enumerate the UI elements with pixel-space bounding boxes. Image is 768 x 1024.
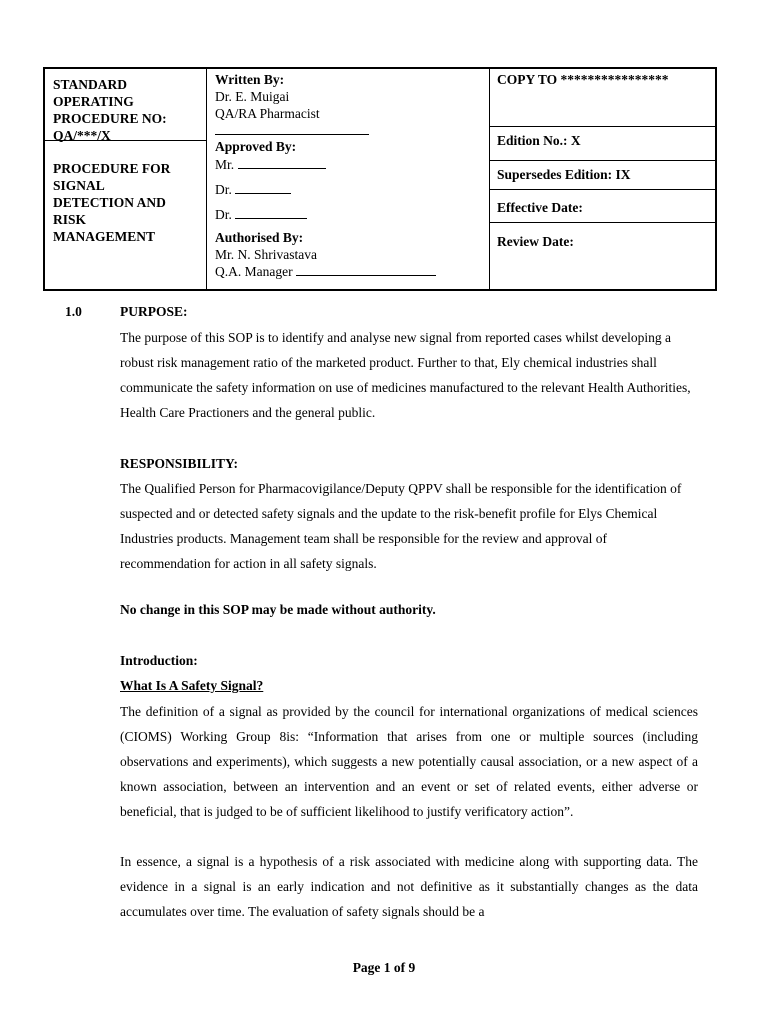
effective-date: Effective Date: [497,200,583,215]
sop-title-line: PROCEDURE NO: [53,111,167,126]
approved-mr-signature-line [238,156,326,169]
header-divider-1 [206,69,207,289]
purpose-section-number: 1.0 [65,304,82,319]
authorised-by-role: Q.A. Manager [215,264,293,279]
sop-title-line: OPERATING [53,94,134,109]
essence-paragraph: In essence, a signal is a hypothesis of a risk associated with medicine along with supporting data. The evidence in a signal is an early indication and not definitive as it substantially changes as the data accumulates over time. The evaluation of safety signals should be a [120,854,698,919]
safety-signal-heading: What Is A Safety Signal? [120,678,264,693]
approved-dr2-signature-line [235,206,307,219]
header-rule-r3 [489,189,715,190]
definition-paragraph: The definition of a signal as provided by the council for international organizations of medical sciences (CIOMS) Working Group 8is: “Information that arises from one or multiple sources (including observations and experiments), which suggests a new potentially causal association, or a new aspect of a known association, between an intervention and an event or set of related events, either adverse or beneficial, that is judged to be of sufficient likelihood to justify verificatory action”. [120,704,698,819]
sop-number-block [53,76,203,144]
approved-dr1-signature-line [235,181,291,194]
authorised-signature-line [296,263,436,276]
procedure-title-line: RISK [53,212,87,227]
sop-title-line: STANDARD [53,77,128,92]
written-by-label: Written By: [215,72,285,87]
no-change-note: No change in this SOP may be made without authority. [120,602,436,617]
approved-dr1-label: Dr. [215,182,232,197]
copy-to: COPY TO **************** [497,72,669,87]
procedure-title-line: SIGNAL [53,178,105,193]
approved-dr2-label: Dr. [215,207,232,222]
purpose-paragraph: The purpose of this SOP is to identify and analyse new signal from reported cases whilst developing a robust risk management ratio of the marketed product. Further to that, Ely chemical industries shall communicate the safety information on use of medicines manufactured to the relevant Health Authorities, Health Care Practioners and the general public. [120,330,691,420]
approved-mr-label: Mr. [215,157,235,172]
page-number: Page 1 of 9 [352,960,416,975]
sop-header-table [43,67,717,291]
procedure-title-line: DETECTION AND [53,195,166,210]
responsibility-paragraph: The Qualified Person for Pharmacovigilance/Deputy QPPV shall be responsible for the identification of suspected and or detected safety signals and the update to the risk-benefit profile for Elys Chemical Industries products. Management team shall be responsible for the review and approval of recommendation for action in all safety signals. [120,481,682,571]
authorised-by-label: Authorised By: [215,230,304,245]
authorised-by-name: Mr. N. Shrivastava [215,247,317,262]
header-rule-r2 [489,160,715,161]
introduction-heading: Introduction: [120,653,198,668]
written-by-name: Dr. E. Muigai [215,89,290,104]
responsibility-heading: RESPONSIBILITY: [120,456,239,471]
review-date: Review Date: [497,234,574,249]
signature-block [215,71,485,280]
sop-number: QA/***/X [53,128,111,143]
approved-by-label: Approved By: [215,139,297,154]
header-divider-2 [489,69,490,289]
supersedes-edition: Supersedes Edition: IX [497,167,631,182]
purpose-heading: PURPOSE: [120,304,188,319]
header-rule-r4 [489,222,715,223]
edition-number: Edition No.: X [497,133,581,148]
procedure-title-line: PROCEDURE FOR [53,161,171,176]
written-by-role: QA/RA Pharmacist [215,106,320,121]
procedure-title-block [53,160,203,245]
header-rule-r1 [489,126,715,127]
written-by-signature-line [215,122,369,135]
procedure-title-line: MANAGEMENT [53,229,155,244]
